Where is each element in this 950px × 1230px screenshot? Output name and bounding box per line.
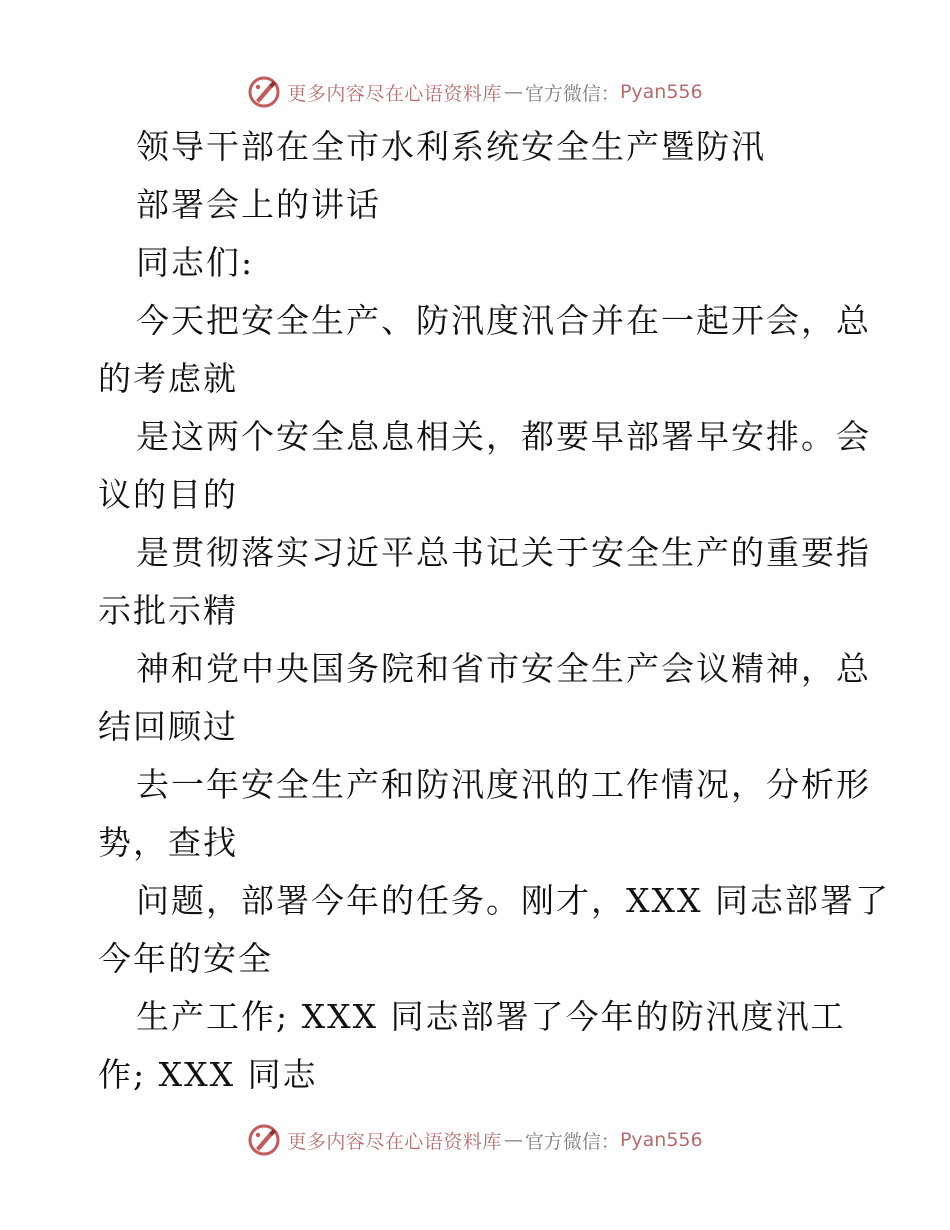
- salutation: 同志们:: [136, 243, 255, 282]
- body-line: 问题，部署今年的任务。刚才，XXX 同志部署了: [136, 881, 890, 920]
- watermark-wechat-id: Pyan556: [619, 81, 703, 103]
- pen-badge-logo-icon: [247, 1123, 281, 1157]
- watermark-dash: —: [503, 81, 523, 103]
- body-line: 是贯彻落实习近平总书记关于安全生产的重要指: [136, 533, 871, 572]
- body-line: 议的目的: [98, 475, 238, 514]
- watermark-dash: —: [503, 1129, 523, 1151]
- document-title-line-1: 领导干部在全市水利系统安全生产暨防汛: [136, 127, 766, 166]
- body-line: 今年的安全: [98, 939, 273, 978]
- body-line: 神和党中央国务院和省市安全生产会议精神，总: [136, 649, 871, 688]
- body-line: 示批示精: [98, 591, 238, 630]
- body-line: 势，查找: [98, 823, 238, 862]
- watermark-header: [0, 72, 950, 112]
- body-line: 生产工作; XXX 同志部署了今年的防汛度汛工: [136, 997, 846, 1036]
- watermark-main-text: 更多内容尽在心语资料库: [287, 1130, 502, 1153]
- document-title-line-2: 部署会上的讲话: [136, 185, 381, 224]
- body-line: 去一年安全生产和防汛度汛的工作情况，分析形: [136, 765, 871, 804]
- watermark-wechat-id: Pyan556: [619, 1129, 703, 1151]
- body-line: 是这两个安全息息相关，都要早部署早安排。会: [136, 417, 871, 456]
- watermark-main-text: 更多内容尽在心语资料库: [287, 82, 502, 105]
- watermark-footer: [0, 1120, 950, 1160]
- watermark-official-label: 官方微信：: [524, 82, 620, 105]
- body-line: 结回顾过: [98, 707, 238, 746]
- pen-badge-logo-icon: [247, 75, 281, 109]
- body-line: 作; XXX 同志: [98, 1055, 318, 1094]
- body-line: 的考虑就: [98, 359, 238, 398]
- body-line: 今天把安全生产、防汛度汛合并在一起开会，总: [136, 301, 871, 340]
- watermark-official-label: 官方微信：: [524, 1130, 620, 1153]
